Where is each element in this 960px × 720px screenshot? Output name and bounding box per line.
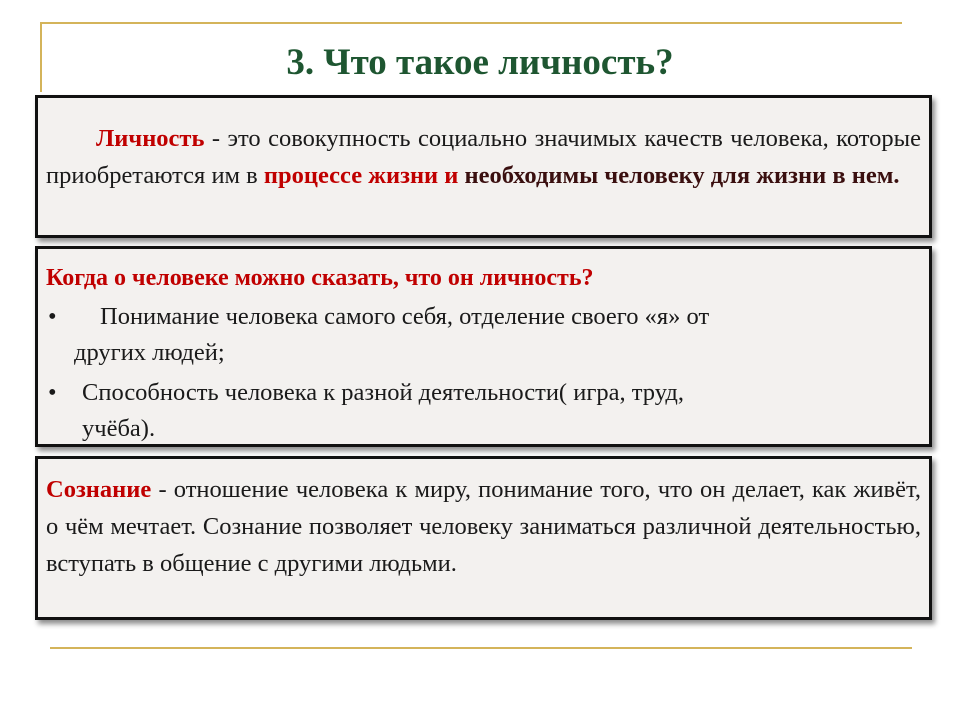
slide-title: 3. Что такое личность?	[286, 42, 674, 83]
bullet-symbol: •	[48, 303, 57, 330]
term-consciousness: Сознание	[46, 476, 152, 503]
bullet-text-line: других людей;	[74, 339, 225, 366]
question-heading: Когда о человеке можно сказать, что он личность?	[46, 265, 594, 291]
bullet-item	[46, 375, 921, 447]
bullet-text-line: Способность человека к разной деятельности( игра, труд,	[82, 379, 684, 406]
definition-box-personality	[35, 95, 932, 238]
decorative-top-line	[40, 22, 902, 24]
question-box	[35, 246, 932, 447]
bullet-text-line: учёба).	[82, 415, 156, 442]
bullet-item	[46, 299, 921, 371]
decorative-bottom-line	[50, 647, 912, 649]
highlight-red: процессе жизни и	[263, 162, 459, 189]
personality-definition	[46, 120, 921, 194]
consciousness-definition	[46, 471, 921, 582]
term-personality: Личность	[96, 125, 205, 152]
definition-text: - это совокупность социально значимых качеств человека, которые приобретаются им в	[46, 125, 921, 189]
bullet-symbol: •	[48, 379, 57, 406]
definition-text: - отношение человека к миру, понимание того, что он делает, как живёт, о чём мечтает. Сознание позволяет человеку заниматься различной деятельностью, вступать в общение с другими людьми.	[46, 476, 921, 577]
definition-box-consciousness	[35, 456, 932, 620]
bullet-text-line: Понимание человека самого себя, отделение своего «я» от	[100, 303, 710, 330]
highlight-dark: необходимы человеку для жизни в нем.	[464, 162, 900, 189]
